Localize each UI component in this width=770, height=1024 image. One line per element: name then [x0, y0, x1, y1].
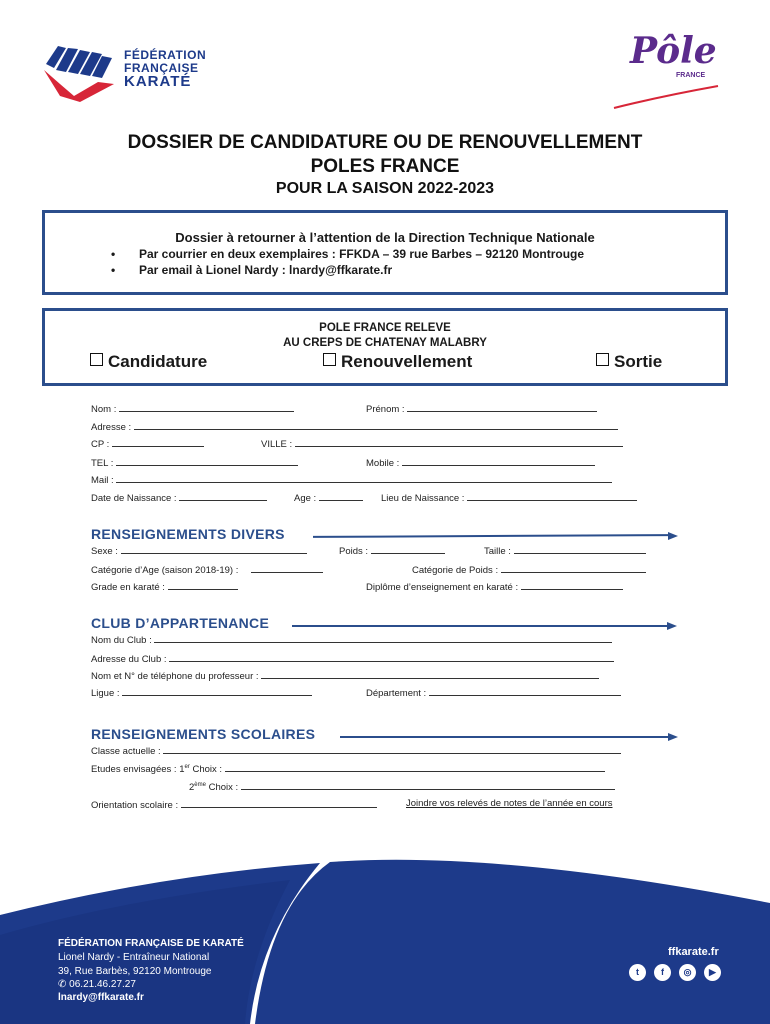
section-club-arrow	[292, 625, 667, 627]
sortie-checkbox[interactable]	[596, 352, 662, 372]
lieu-naissance-field[interactable]	[381, 491, 637, 504]
nom-club-label: Nom du Club :	[91, 635, 152, 646]
diplome-field[interactable]	[366, 580, 623, 593]
phone-icon: ✆	[58, 979, 67, 990]
classe-field[interactable]	[91, 744, 621, 757]
return-box-heading: Dossier à retourner à l’attention de la Direction Technique Nationale	[175, 230, 595, 245]
orientation-field[interactable]	[91, 798, 377, 811]
ffk-logo-line2: FRANÇAISE	[124, 61, 199, 75]
pole-logo-word: Pôle	[630, 30, 717, 72]
ffk-logo-line1: FÉDÉRATION	[124, 48, 207, 62]
choix2-num: 2	[189, 782, 195, 793]
section-divers-title: RENSEIGNEMENTS DIVERS	[91, 526, 285, 542]
grade-label: Grade en karaté :	[91, 582, 165, 593]
ffk-emblem-icon	[40, 40, 120, 102]
arrow-head-icon	[668, 733, 678, 741]
diplome-label: Diplôme d’enseignement en karaté :	[366, 582, 519, 593]
pole-line1: POLE FRANCE RELEVE	[319, 322, 451, 334]
section-scolaires-arrow	[340, 736, 668, 738]
pole-box	[42, 308, 728, 386]
footer-address: 39, Rue Barbès, 92120 Montrouge	[58, 966, 212, 977]
return-bullet-1: • Par courrier en deux exemplaires : FFKDA – 39 rue Barbes – 92120 Montrouge	[139, 247, 584, 261]
footer-phone-row	[58, 978, 136, 992]
renouvellement-label: Renouvellement	[341, 352, 473, 371]
cat-poids-field[interactable]	[412, 563, 646, 576]
return-bullet-2: • Par email à Lionel Nardy : lnardy@ffkarate.fr	[139, 263, 392, 277]
choix2-label: Choix :	[205, 782, 239, 793]
joindre-notes-note: Joindre vos relevés de notes de l’année en cours	[406, 798, 613, 809]
prenom-label: Prénom :	[366, 404, 405, 415]
ligue-label: Ligue :	[91, 688, 120, 699]
choix1-label: Choix :	[189, 764, 223, 775]
pole-swoosh-icon	[612, 72, 722, 112]
mail-label: Mail :	[91, 475, 114, 486]
ffk-logo	[40, 40, 230, 102]
cat-poids-label: Catégorie de Poids :	[412, 565, 499, 576]
season-title: POUR LA SAISON 2022-2023	[275, 180, 495, 197]
mail-field[interactable]	[91, 473, 612, 486]
checkbox-square-icon	[90, 353, 103, 366]
adresse-label: Adresse :	[91, 422, 132, 433]
return-box	[42, 210, 728, 295]
section-club-title: CLUB D’APPARTENANCE	[91, 615, 270, 631]
departement-field[interactable]	[366, 686, 621, 699]
etudes-sup-1: er	[184, 763, 190, 770]
orientation-label: Orientation scolaire :	[91, 800, 179, 811]
adresse-field[interactable]	[91, 420, 618, 433]
tel-label: TEL :	[91, 458, 114, 469]
poids-field[interactable]	[339, 544, 445, 557]
taille-label: Taille :	[484, 546, 511, 557]
youtube-icon[interactable]: ▶	[704, 964, 721, 981]
mobile-label: Mobile :	[366, 458, 400, 469]
twitter-icon[interactable]: t	[629, 964, 646, 981]
footer-email[interactable]: lnardy@ffkarate.fr	[58, 992, 144, 1003]
footer-org: FÉDÉRATION FRANÇAISE DE KARATÉ	[58, 938, 244, 949]
instagram-icon[interactable]: ◎	[679, 964, 696, 981]
arrow-head-icon	[668, 532, 678, 540]
footer-website[interactable]: ffkarate.fr	[668, 946, 719, 958]
checkbox-square-icon	[323, 353, 336, 366]
facebook-icon[interactable]: f	[654, 964, 671, 981]
naissance-label: Date de Naissance :	[91, 493, 177, 504]
sexe-label: Sexe :	[91, 546, 118, 557]
footer-contact-name: Lionel Nardy - Entraîneur National	[58, 952, 210, 963]
cp-label: CP :	[91, 439, 110, 450]
nom-club-field[interactable]	[91, 633, 612, 646]
pole-logo-sub: FRANCE	[676, 72, 706, 79]
adresse-club-label: Adresse du Club :	[91, 654, 167, 665]
prenom-field[interactable]	[366, 402, 597, 415]
candidature-label: Candidature	[108, 352, 208, 371]
nom-label: Nom :	[91, 404, 117, 415]
age-label: Age :	[294, 493, 317, 504]
candidature-checkbox[interactable]	[90, 352, 207, 372]
cat-age-field[interactable]	[91, 563, 323, 576]
ville-field[interactable]	[261, 437, 623, 450]
lieu-label: Lieu de Naissance :	[381, 493, 465, 504]
etudes-choix1-field[interactable]	[91, 762, 605, 775]
sortie-label: Sortie	[614, 352, 663, 371]
arrow-head-icon	[667, 622, 677, 630]
checkbox-square-icon	[596, 353, 609, 366]
section-scolaires-title: RENSEIGNEMENTS SCOLAIRES	[91, 726, 316, 742]
footer-phone: 06.21.46.27.27	[69, 979, 136, 990]
taille-field[interactable]	[484, 544, 646, 557]
age-field[interactable]	[294, 491, 363, 504]
poids-label: Poids :	[339, 546, 369, 557]
title-line2: POLES FRANCE	[310, 156, 460, 177]
ville-label: VILLE :	[261, 439, 293, 450]
etudes-choix2-field[interactable]	[189, 780, 615, 793]
adresse-club-field[interactable]	[91, 652, 614, 665]
section-divers-arrow	[313, 534, 668, 538]
ligue-field[interactable]	[91, 686, 312, 699]
nom-field[interactable]	[91, 402, 294, 415]
pole-france-logo	[612, 28, 722, 112]
ffk-logo-line3: KARATÉ	[124, 73, 192, 90]
renouvellement-checkbox[interactable]	[323, 352, 472, 372]
mobile-field[interactable]	[366, 456, 595, 469]
departement-label: Département :	[366, 688, 427, 699]
etudes-sup-2: ème	[194, 781, 206, 788]
professeur-field[interactable]	[91, 669, 599, 682]
cat-age-label: Catégorie d’Age (saison 2018-19) :	[91, 565, 239, 576]
grade-field[interactable]	[91, 580, 238, 593]
cp-field[interactable]	[91, 437, 204, 450]
tel-field[interactable]	[91, 456, 298, 469]
pole-line2: AU CREPS DE CHATENAY MALABRY	[283, 337, 487, 349]
title-line1: DOSSIER DE CANDIDATURE OU DE RENOUVELLEMENT	[127, 132, 643, 153]
sexe-field[interactable]	[91, 544, 307, 557]
naissance-field[interactable]	[91, 491, 267, 504]
etudes-label: Etudes envisagées : 1	[91, 764, 185, 775]
classe-label: Classe actuelle :	[91, 746, 161, 757]
professeur-label: Nom et N° de téléphone du professeur :	[91, 671, 259, 682]
